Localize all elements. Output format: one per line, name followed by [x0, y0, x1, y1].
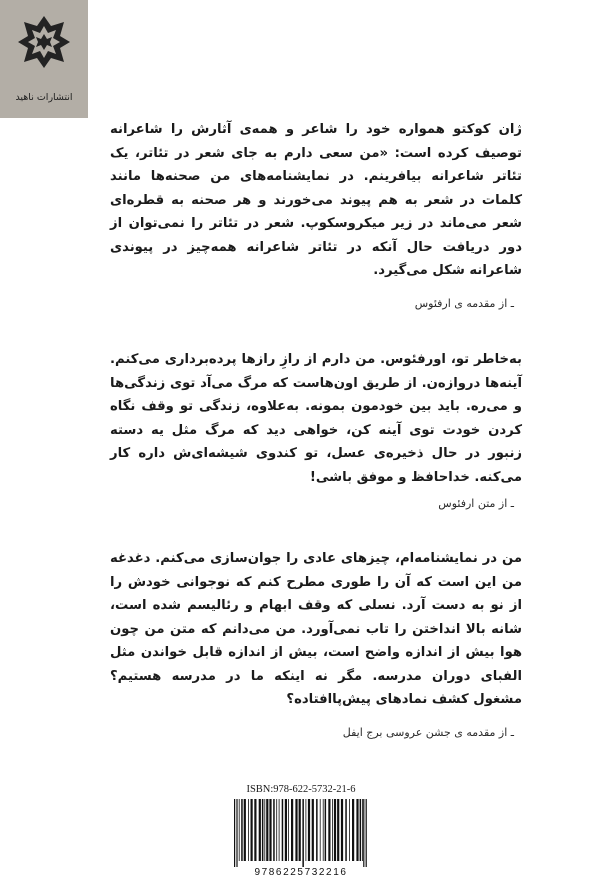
- barcode-bar: [244, 799, 246, 861]
- barcode-bar: [323, 799, 324, 861]
- barcode-bar: [239, 799, 240, 861]
- passage-1-source: ـ از مقدمه ی ارفئوس: [414, 297, 514, 310]
- barcode-bar: [337, 799, 339, 861]
- barcode-bar: [285, 799, 287, 861]
- barcode-bar: [312, 799, 314, 861]
- barcode-bar: [291, 799, 293, 861]
- barcode-bar: [248, 799, 249, 861]
- barcode: [226, 797, 376, 869]
- barcode-bar: [288, 799, 289, 861]
- barcode-bar: [366, 799, 367, 867]
- isbn-label: ISBN:978-622-5732-21-6: [246, 784, 356, 795]
- barcode-bar: [308, 799, 310, 861]
- barcode-bar: [328, 799, 330, 861]
- passage-2: به‌خاطر تو، اورفئوس. من دارم از رازِ رازها پرده‌برداری می‌کنم. آینه‌ها دروازه‌ن. از طریق اون‌هاست که مرگ می‌آد توی زندگی‌ها و می‌ره. باید بین خودمون بمونه. به‌علاوه، زندگی تو وقف نگاه کردن خودت توی آینه کن، خواهی دید که مرگ مثل یه دسته زنبور در حال ذخیره‌ی عسل، تو کندوی شیشه‌ای‌ش داره کار می‌کنه. خداحافظ و موفق باشی!: [110, 352, 522, 485]
- barcode-bar: [279, 799, 280, 861]
- barcode-bar: [302, 799, 304, 867]
- barcode-bar: [266, 799, 268, 861]
- publisher-name: انتشارات ناهید: [15, 92, 73, 103]
- barcode-bar: [306, 799, 307, 861]
- barcode-bar: [332, 799, 333, 861]
- barcode-bar: [325, 799, 327, 861]
- passage-3: من در نمایشنامه‌ام، چیزهای عادی را جوان‌سازی می‌کنم. دغدغه من این است که آن را طوری مطرح کنم که نوجوانی خودش را از نو به دست آرد. نسلی که وقف ابهام و رئالیسم شده است، شانه بالا انداختن را تاب نمی‌آورد. من می‌دانم که متن من چون هوا بیش از اندازه واضح است، بیش از اندازه قابل خواندن مثل الفبای دوران مدرسه. مگر نه اینکه ما در مدرسه هستیم؟ مشغول کشف نمادهای پیش‌پاافتاده؟: [110, 551, 522, 707]
- star-emblem-icon: [16, 14, 72, 86]
- barcode-bar: [282, 799, 284, 861]
- passage-1: ژان کوکتو همواره خود را شاعر و همه‌ی آثارش را شاعرانه توصیف کرده است: «من سعی دارم به جای شعر در تئاتر، یک تئاتر شاعرانه بیافرینم. در نمایشنامه‌های من صحنه‌ها مانند کلمات در شعر به هم پیوند می‌خورند و هر صحنه به قطره‌ای شعر می‌ماند در زیر میکروسکوپ. شعر در تئاتر را نمی‌توان از دور دریافت حال آنکه در تئاتر شاعرانه همه‌چیز در پیوندی شاعرانه شکل می‌گیرد.: [110, 122, 522, 278]
- barcode-bar: [345, 799, 347, 861]
- barcode-bar: [363, 799, 364, 867]
- passage-3-source: ـ از مقدمه ی جشن عروسی برج ایفل: [342, 726, 514, 739]
- barcode-bar: [273, 799, 275, 861]
- barcode-bar: [356, 799, 358, 861]
- barcode-bar: [299, 799, 301, 861]
- barcode-digits: 9786225732216: [254, 867, 348, 878]
- barcode-bar: [264, 799, 265, 861]
- barcode-bar: [362, 799, 363, 861]
- barcode-bar: [276, 799, 277, 861]
- barcode-graphic: [226, 797, 376, 869]
- barcode-bar: [349, 799, 350, 861]
- passage-2-source: ـ از متن ارفئوس: [438, 497, 514, 510]
- barcode-bar: [341, 799, 343, 861]
- publisher-logo: [0, 0, 88, 118]
- barcode-bar: [320, 799, 321, 861]
- barcode-bar: [234, 799, 235, 867]
- barcode-bar: [262, 799, 264, 861]
- barcode-bar: [254, 799, 256, 861]
- barcode-bar: [241, 799, 243, 861]
- barcode-bar: [352, 799, 354, 861]
- barcode-bar: [269, 799, 271, 861]
- barcode-bar: [259, 799, 261, 861]
- barcode-bar: [334, 799, 336, 861]
- barcode-bar: [251, 799, 253, 861]
- barcode-bar: [295, 799, 297, 861]
- barcode-bar: [316, 799, 318, 861]
- barcode-bar: [236, 799, 237, 867]
- barcode-bar: [360, 799, 362, 861]
